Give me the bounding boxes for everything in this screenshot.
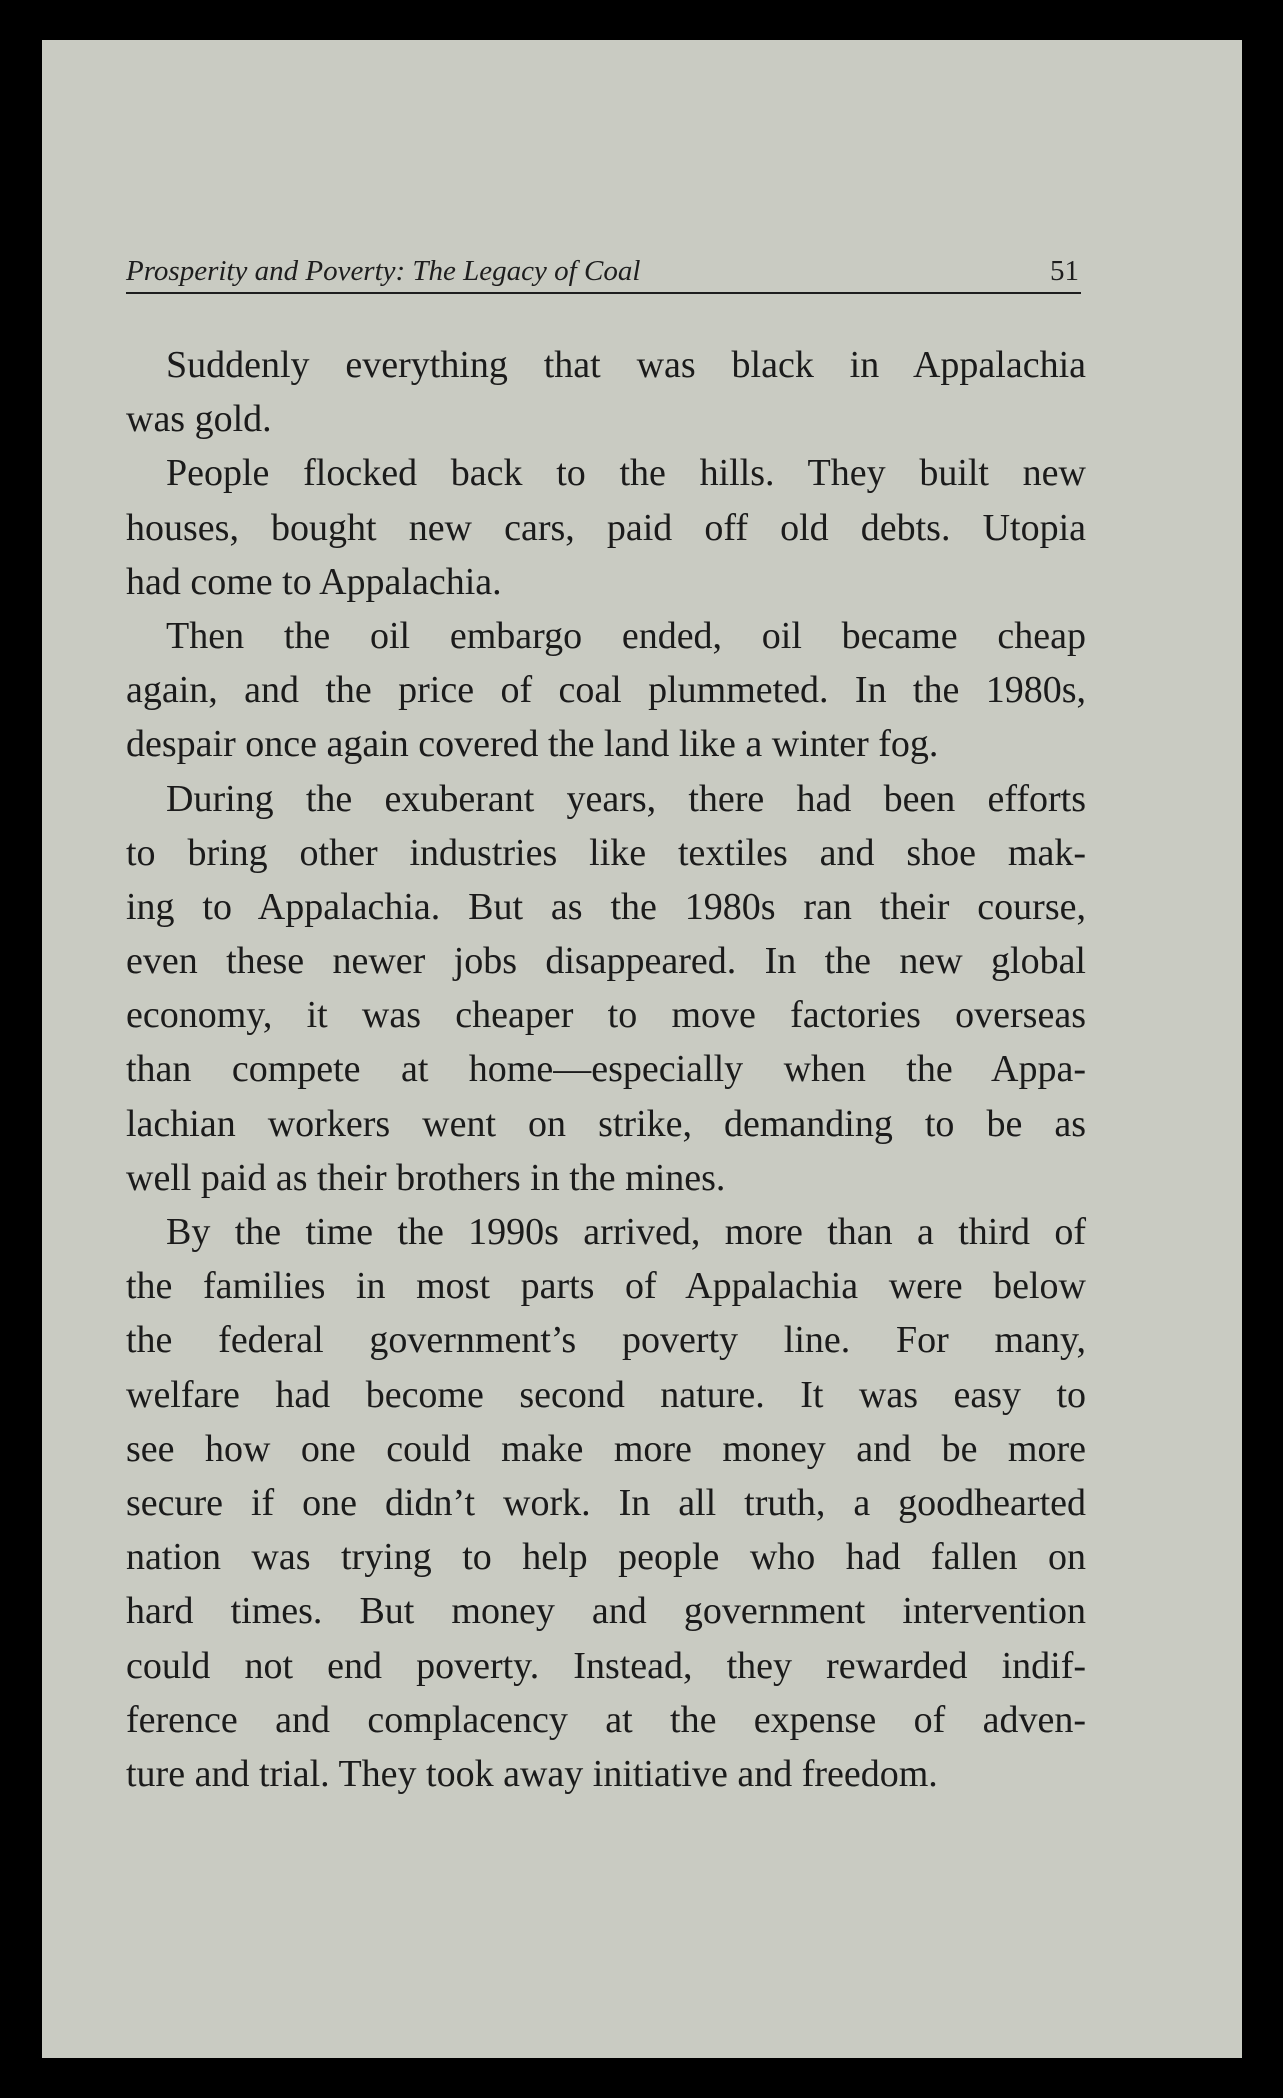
text-line: see how one could make more money and be more	[126, 1427, 1086, 1470]
text-line: well paid as their brothers in the mines.	[126, 1156, 726, 1199]
text-line: even these newer jobs disappeared. In the new global	[126, 940, 1086, 983]
page-number: 51	[1050, 255, 1079, 287]
text-line: despair once again covered the land like a winter fog.	[126, 723, 939, 766]
text-line: had come to Appalachia.	[126, 560, 502, 603]
paragraph	[126, 609, 1086, 772]
text-line: Then the oil embargo ended, oil became cheap	[166, 614, 1086, 657]
text-line: to bring other industries like textiles and shoe mak-	[126, 831, 1086, 874]
text-line: secure if one didn’t work. In all truth, a goodhearted	[126, 1481, 1086, 1524]
text-line: ference and complacency at the expense of adven-	[126, 1698, 1086, 1741]
text-line: By the time the 1990s arrived, more than a third of	[166, 1211, 1086, 1253]
text-line: nation was trying to help people who had fallen on	[126, 1536, 1086, 1579]
text-line: hard times. But money and government intervention	[126, 1590, 1086, 1633]
text-line: could not end poverty. Instead, they rewarded indif-	[126, 1644, 1086, 1687]
paragraph	[126, 1205, 1086, 1801]
paragraph	[126, 446, 1086, 609]
text-line: Suddenly everything that was black in Appalachia	[166, 344, 1086, 386]
paragraph	[126, 772, 1086, 1206]
text-line: the families in most parts of Appalachia were below	[126, 1265, 1086, 1308]
text-line: People flocked back to the hills. They built new	[166, 452, 1086, 495]
text-line: welfare had become second nature. It was easy to	[126, 1373, 1086, 1416]
text-line: ture and trial. They took away initiative and freedom.	[126, 1752, 938, 1795]
paragraph	[126, 338, 1086, 446]
running-head	[126, 252, 1081, 294]
text-line: ing to Appalachia. But as the 1980s ran their course,	[126, 885, 1086, 928]
text-line: houses, bought new cars, paid off old debts. Utopia	[126, 506, 1086, 549]
body-text	[126, 338, 1086, 1801]
book-page	[42, 40, 1242, 2058]
text-line: again, and the price of coal plummeted. In the 1980s,	[126, 669, 1086, 712]
running-title: Prosperity and Poverty: The Legacy of Coal	[126, 255, 641, 287]
text-line: the federal government’s poverty line. For many,	[126, 1319, 1086, 1362]
text-line: than compete at home—especially when the Appa-	[126, 1048, 1086, 1091]
text-line: was gold.	[126, 398, 272, 441]
text-line: lachian workers went on strike, demanding to be as	[126, 1102, 1086, 1145]
text-line: During the exuberant years, there had been efforts	[166, 777, 1086, 820]
text-line: economy, it was cheaper to move factories overseas	[126, 994, 1086, 1037]
